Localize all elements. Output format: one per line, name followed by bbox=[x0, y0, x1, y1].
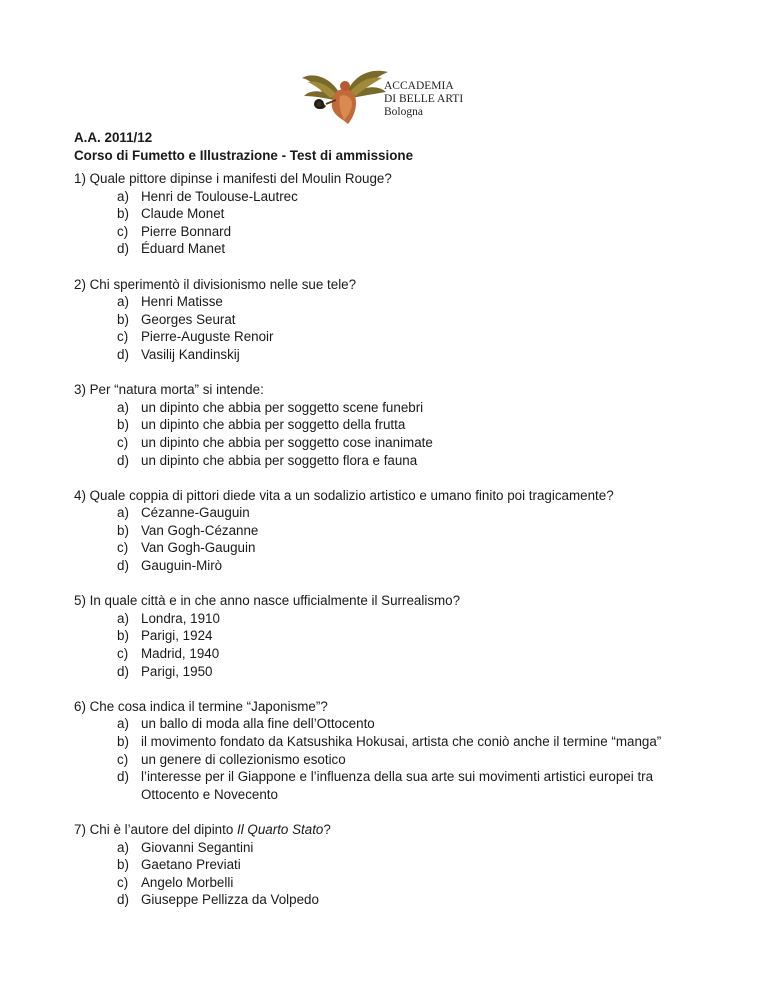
question-1 bbox=[74, 170, 714, 258]
question-text-before: 7) Chi è l’autore del dipinto bbox=[74, 821, 238, 837]
answer-option bbox=[74, 733, 714, 751]
answer-option bbox=[74, 452, 714, 470]
option-letter: d) bbox=[117, 769, 129, 785]
option-text: un ballo di moda alla fine dell’Ottocento bbox=[141, 716, 375, 732]
answer-options bbox=[74, 839, 714, 909]
answer-option bbox=[74, 891, 714, 909]
option-text: un dipinto che abbia per soggetto cose inanimate bbox=[141, 434, 433, 450]
option-text: un genere di collezionismo esotico bbox=[141, 751, 346, 767]
option-letter: c) bbox=[117, 329, 129, 345]
answer-option bbox=[74, 610, 714, 628]
answer-option bbox=[74, 188, 714, 206]
option-text: l’interesse per il Giappone e l’influenza della sua arte sui movimenti artistici europei tra Ottocento e Novecento bbox=[141, 769, 654, 802]
answer-option bbox=[74, 434, 714, 452]
academy-name bbox=[384, 80, 463, 119]
option-text: un dipinto che abbia per soggetto della frutta bbox=[141, 417, 406, 433]
option-letter: d) bbox=[117, 892, 129, 908]
option-letter: b) bbox=[117, 522, 129, 538]
option-letter: c) bbox=[117, 646, 129, 662]
option-letter: c) bbox=[117, 434, 129, 450]
answer-option bbox=[74, 751, 714, 769]
option-letter: b) bbox=[117, 206, 129, 222]
option-text: Gauguin-Mirò bbox=[141, 558, 223, 574]
option-letter: b) bbox=[117, 734, 129, 749]
option-text: Claude Monet bbox=[141, 206, 225, 222]
option-letter: a) bbox=[117, 188, 129, 204]
option-letter: b) bbox=[117, 417, 129, 433]
option-letter: b) bbox=[117, 857, 129, 873]
option-text: Éduard Manet bbox=[141, 241, 226, 257]
option-letter: b) bbox=[117, 311, 129, 327]
option-text: Gaetano Previati bbox=[141, 857, 241, 873]
answer-option bbox=[74, 874, 714, 892]
answer-option bbox=[74, 223, 714, 241]
option-letter: a) bbox=[117, 399, 129, 415]
answer-options bbox=[74, 504, 714, 574]
option-text: Parigi, 1950 bbox=[141, 663, 213, 679]
answer-option bbox=[74, 399, 714, 417]
option-letter: a) bbox=[117, 505, 129, 521]
answer-option bbox=[74, 205, 714, 223]
option-letter: d) bbox=[117, 663, 129, 679]
answer-option bbox=[74, 311, 714, 329]
question-5 bbox=[74, 592, 714, 680]
option-letter: b) bbox=[117, 628, 129, 644]
question-text: 4) Quale coppia di pittori diede vita a un sodalizio artistico e umano finito poi tragicamente? bbox=[74, 487, 614, 503]
question-text-after: ? bbox=[323, 821, 331, 837]
option-letter: d) bbox=[117, 241, 129, 257]
option-text: Madrid, 1940 bbox=[141, 646, 220, 662]
answer-option bbox=[74, 328, 714, 346]
winged-figure-logo-icon bbox=[300, 66, 390, 128]
option-letter: a) bbox=[117, 294, 129, 310]
option-text: Pierre Bonnard bbox=[141, 223, 232, 239]
question-text bbox=[74, 821, 714, 839]
question-2 bbox=[74, 276, 714, 364]
answer-option bbox=[74, 346, 714, 364]
question-text: 2) Chi sperimentò il divisionismo nelle sue tele? bbox=[74, 276, 357, 292]
answer-option bbox=[74, 522, 714, 540]
academy-name-line-1: ACCADEMIA bbox=[384, 80, 454, 92]
option-letter: c) bbox=[117, 751, 129, 767]
option-text: Parigi, 1924 bbox=[141, 628, 213, 644]
option-text: Giovanni Segantini bbox=[141, 839, 254, 855]
option-text: Vasilij Kandinskij bbox=[141, 346, 240, 362]
option-text: Henri de Toulouse-Lautrec bbox=[141, 188, 298, 204]
option-text: Giuseppe Pellizza da Volpedo bbox=[141, 892, 319, 908]
question-4 bbox=[74, 487, 714, 575]
option-text: un dipinto che abbia per soggetto scene funebri bbox=[141, 399, 424, 415]
painting-title: Il Quarto Stato bbox=[237, 821, 324, 837]
answer-option bbox=[74, 240, 714, 258]
option-text: Londra, 1910 bbox=[141, 610, 220, 626]
option-letter: a) bbox=[117, 839, 129, 855]
option-letter: c) bbox=[117, 223, 129, 239]
question-text: 5) In quale città e in che anno nasce ufficialmente il Surrealismo? bbox=[74, 593, 461, 609]
option-text: Henri Matisse bbox=[141, 294, 223, 310]
answer-option bbox=[74, 768, 714, 803]
question-text: 1) Quale pittore dipinse i manifesti del Moulin Rouge? bbox=[74, 171, 392, 186]
option-text: Van Gogh-Gauguin bbox=[141, 540, 256, 556]
option-letter: d) bbox=[117, 558, 129, 574]
option-text: Georges Seurat bbox=[141, 311, 236, 327]
course-title: Corso di Fumetto e Illustrazione - Test di ammissione bbox=[74, 147, 414, 163]
answer-option bbox=[74, 715, 714, 733]
answer-options bbox=[74, 399, 714, 469]
answer-option bbox=[74, 663, 714, 681]
answer-option bbox=[74, 645, 714, 663]
academy-name-line-3: Bologna bbox=[384, 106, 423, 118]
question-list bbox=[74, 170, 714, 927]
option-text: Pierre-Auguste Renoir bbox=[141, 329, 274, 345]
option-text: Angelo Morbelli bbox=[141, 874, 234, 890]
answer-option bbox=[74, 539, 714, 557]
question-3 bbox=[74, 381, 714, 469]
answer-option bbox=[74, 504, 714, 522]
option-letter: c) bbox=[117, 540, 129, 556]
answer-options bbox=[74, 610, 714, 680]
option-letter: d) bbox=[117, 346, 129, 362]
academy-name-line-2: DI BELLE ARTI bbox=[384, 93, 464, 105]
option-letter: d) bbox=[117, 452, 129, 468]
answer-option bbox=[74, 293, 714, 311]
academic-year: A.A. 2011/12 bbox=[74, 130, 153, 145]
question-7 bbox=[74, 821, 714, 909]
option-letter: a) bbox=[117, 716, 129, 732]
answer-option bbox=[74, 557, 714, 575]
answer-options bbox=[74, 188, 714, 258]
answer-options bbox=[74, 293, 714, 363]
answer-options bbox=[74, 715, 714, 803]
option-text: Cézanne-Gauguin bbox=[141, 505, 250, 521]
question-text: 3) Per “natura morta” si intende: bbox=[74, 382, 264, 398]
answer-option bbox=[74, 627, 714, 645]
option-letter: a) bbox=[117, 610, 129, 626]
question-6 bbox=[74, 698, 714, 804]
answer-option bbox=[74, 839, 714, 857]
answer-option bbox=[74, 856, 714, 874]
option-text: Van Gogh-Cézanne bbox=[141, 522, 259, 538]
option-letter: c) bbox=[117, 874, 129, 890]
option-text: un dipinto che abbia per soggetto flora e fauna bbox=[141, 452, 418, 468]
question-text: 6) Che cosa indica il termine “Japonisme”? bbox=[74, 698, 328, 714]
academy-logo bbox=[300, 66, 490, 128]
option-text: il movimento fondato da Katsushika Hokusai, artista che coniò anche il termine “manga” bbox=[141, 734, 662, 749]
answer-option bbox=[74, 416, 714, 434]
document-header bbox=[74, 129, 413, 164]
